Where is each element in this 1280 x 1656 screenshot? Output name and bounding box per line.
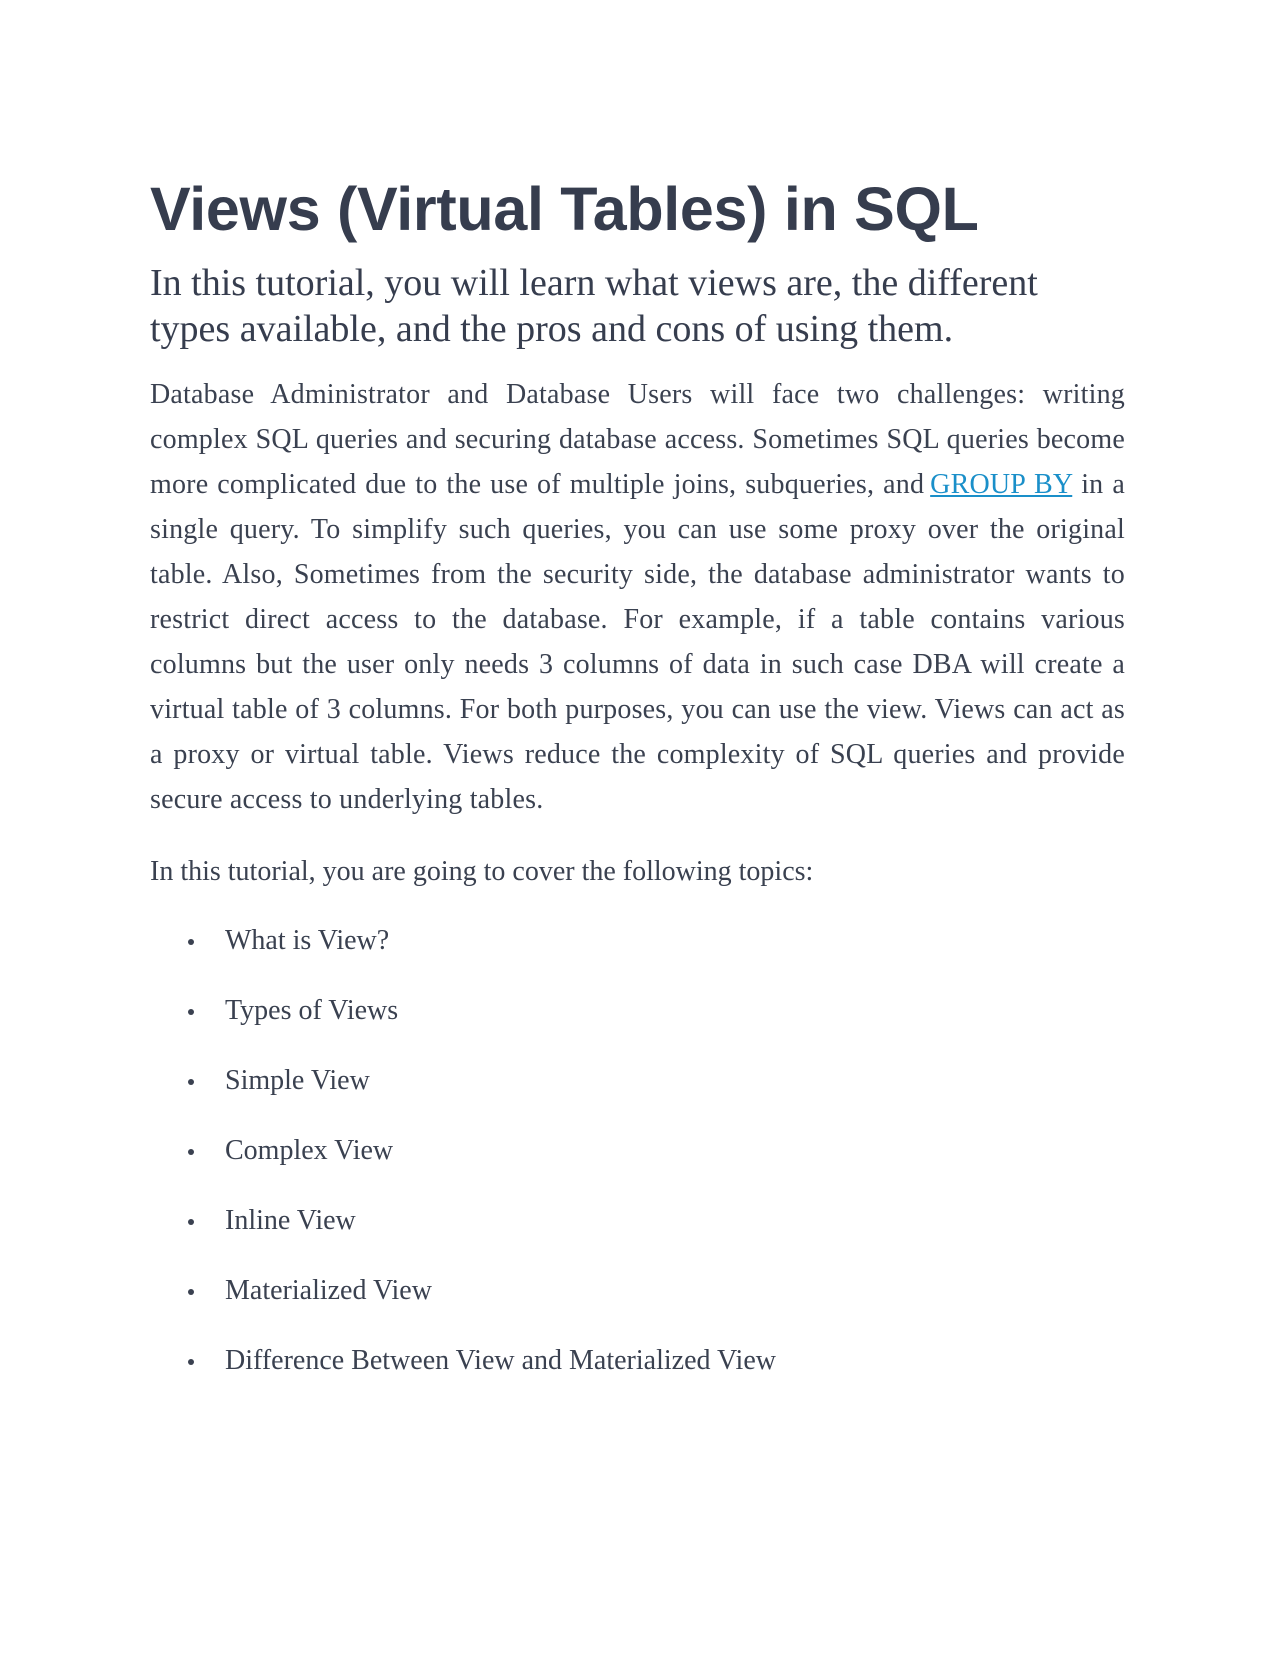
topic-label: Inline View bbox=[225, 1205, 356, 1236]
bullet-icon bbox=[188, 1359, 194, 1365]
topics-list bbox=[150, 921, 1125, 1381]
page-subtitle: In this tutorial, you will learn what views are, the different types available, and the pros and cons of using them. bbox=[150, 262, 1038, 350]
topic-item bbox=[150, 1271, 1125, 1311]
topic-item bbox=[150, 1131, 1125, 1171]
topic-item bbox=[150, 921, 1125, 961]
bullet-icon bbox=[188, 1219, 194, 1225]
topic-item bbox=[150, 1061, 1125, 1101]
topic-item bbox=[150, 991, 1125, 1031]
intro-paragraph bbox=[150, 372, 1125, 822]
topic-label: Types of Views bbox=[225, 995, 399, 1026]
page-title: Views (Virtual Tables) in SQL bbox=[150, 175, 979, 243]
topics-lead: In this tutorial, you are going to cover the following topics: bbox=[150, 856, 814, 887]
article bbox=[150, 172, 1125, 1411]
bullet-icon bbox=[188, 1289, 194, 1295]
topic-item bbox=[150, 1341, 1125, 1381]
topic-label: Complex View bbox=[225, 1135, 394, 1166]
bullet-icon bbox=[188, 1149, 194, 1155]
topic-label: What is View? bbox=[225, 925, 390, 956]
bullet-icon bbox=[188, 1079, 194, 1085]
topic-label: Difference Between View and Materialized View bbox=[225, 1345, 776, 1376]
topic-label: Simple View bbox=[225, 1065, 370, 1096]
bullet-icon bbox=[188, 939, 194, 945]
intro-text-before-link: Database Administrator and Database Users will face two challenges: writing complex SQL queries and securing database access. Sometimes SQL queries become more complicated due to the use of multiple joins, subqueries, and bbox=[150, 379, 1125, 500]
bullet-icon bbox=[188, 1009, 194, 1015]
topic-item bbox=[150, 1201, 1125, 1241]
group-by-link[interactable]: GROUP BY bbox=[930, 469, 1073, 500]
intro-text-after-link: in a single query. To simplify such queries, you can use some proxy over the original table. Also, Sometimes from the security side, the database administrator wants to restrict direct access to the database. For example, if a table contains various columns but the user only needs 3 columns of data in such case DBA will create a virtual table of 3 columns. For both purposes, you can use the view. Views can act as a proxy or virtual table. Views reduce the complexity of SQL queries and provide secure access to underlying tables. bbox=[150, 469, 1125, 815]
topic-label: Materialized View bbox=[225, 1275, 432, 1306]
